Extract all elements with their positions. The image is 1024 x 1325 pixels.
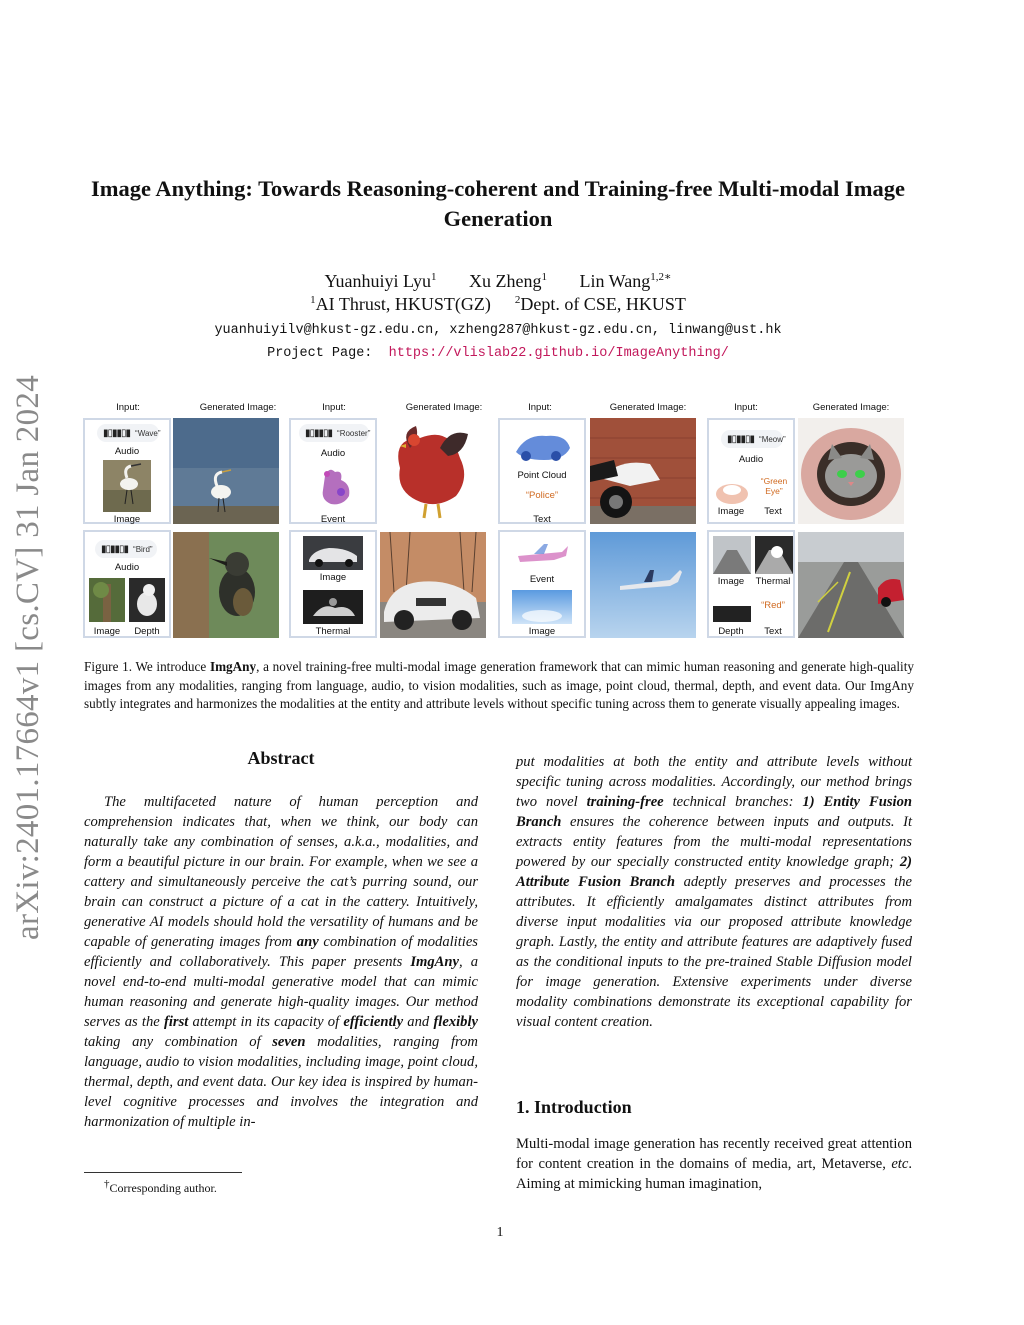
arxiv-stamp: arXiv:2401.17664v1 [cs.CV] 31 Jan 2024 <box>10 374 46 940</box>
figure-header-input: Input: <box>116 402 140 413</box>
cat-bed-photo <box>713 476 751 506</box>
figure-header-generated: Generated Image: <box>609 402 687 413</box>
bird-depth-map <box>129 578 165 622</box>
rooster-event-frame <box>315 462 355 510</box>
figure-header-generated: Generated Image: <box>405 402 483 413</box>
introduction-body: Multi-modal image generation has recently received great attention for content creation in the domains of media, art, Metaverse, etc. Aiming at mimicking human imagination, <box>516 1136 912 1192</box>
figure-header-input: Input: <box>528 402 552 413</box>
generated-bird-on-tree-image <box>173 532 279 638</box>
email-list: yuanhuiyilv@hkust-gz.edu.cn, xzheng287@hkust-gz.edu.cn, linwang@ust.hk <box>214 323 782 338</box>
input-panel-bird: ▮▯▮▮▯▮ “Bird” Audio Image Depth <box>83 530 171 638</box>
thermal-frame <box>303 590 363 624</box>
plane-event-frame <box>512 538 572 570</box>
author-name: Yuanhuiyi Lyu <box>324 271 432 291</box>
generated-red-car-road-image <box>798 532 904 638</box>
abstract-body: The multifaceted nature of human perception and comprehension indicates that, when we think, our body can naturally take any combination of senses, a.k.a., modalities, and form a beautiful picture in our brain. For example, when we see a cattery and simultaneously perceive the cat’s purring sound, our brain can construct a picture of a cat in the cattery. Intuitively, generative AI models should hold the versatility of humans and be capable of generating images from any combination of modalities efficiently and collaboratively. This paper presents ImgAny, a novel end-to-end multi-modal generative model that can mimic human reasoning and generate high-quality images. Our method serves as the first attempt in its capacity of efficiently and flexibly taking any combination of seven modalities, ranging from language, audio to vision modalities, including image, point cloud, thermal, depth, and event data. Our key idea is inspired by human-level cognitive processes and involves the integration and harmonization of multiple in- <box>84 794 479 1130</box>
input-panel-rooster: ▮▯▮▮▯▮ “Rooster” Audio Event <box>289 418 377 524</box>
text-prompt-police: “Police” <box>525 490 559 501</box>
tree-photo <box>89 578 125 622</box>
point-cloud-view <box>510 426 574 466</box>
author-name: Lin Wang <box>579 271 651 291</box>
audio-clip: ▮▯▮▮▯▮ “Wave” <box>97 424 159 442</box>
sky-photo <box>512 590 572 624</box>
generated-cat-in-bed-image <box>798 418 904 524</box>
figure-1 <box>80 398 910 642</box>
heron-photo <box>103 460 151 512</box>
abstract-continuation: put modalities at both the entity and attribute levels without specific tuning across modalities. Accordingly, our method brings two novel training-free technical branches: 1) Entity Fusion Branch ensures the coherence between inputs and outputs. It extracts entity features from the multi-modal representations powered by our specially constructed entity knowledge graph; 2) Attribute Fusion Branch adeptly preserves and processes the attributes. It efficiently amalgamates distinct attributes from diverse input modalities via our proposed attribute knowledge graph. Lastly, the entity and attribute features are adaptively fused as the conditional inputs to the pre-trained Stable Diffusion model for image generation. Extensive experiments under diverse modality combinations demonstrate its exceptional capability for visual content creation. <box>516 754 912 1030</box>
figure-caption: Figure 1. We introduce ImgAny, a novel training-free multi-modal image generation framework that can mimic human reasoning and generate high-quality images from any modalities, ranging from language, audio, to vision modalities, such as image, point cloud, thermal, depth, and event data. Our ImgAny subtly integrates and harmonizes the modalities at the entity and attribute levels without specific tuning across them to generate visually appealing images. <box>84 659 914 712</box>
generated-airplane-image <box>590 532 696 638</box>
audio-clip: ▮▯▮▮▯▮ “Meow” <box>721 430 783 448</box>
project-page-label: Project Page: <box>267 346 373 361</box>
waveform-icon: ▮▯▮▮▯▮ <box>101 543 129 555</box>
author-list: Yuanhuiyi Lyu$^1$ Xu Zheng$^1$ Lin Wang$^{1,2∗}$ <box>324 271 672 291</box>
footnote: †Corresponding author. <box>104 1178 217 1195</box>
waveform-icon: ▮▯▮▮▯▮ <box>727 433 755 445</box>
paper-title: Image Anything: Towards Reasoning-coherent and Training-free Multi-modal Image Generation <box>91 176 905 231</box>
text-prompt-red: “Red” <box>761 600 785 611</box>
generated-police-motorcycle-image <box>590 418 696 524</box>
affiliation: AI Thrust, HKUST(GZ) <box>315 294 491 314</box>
text-prompt-green-eye: “Green Eye” <box>760 476 788 496</box>
introduction-heading: 1. Introduction <box>516 1097 632 1117</box>
audio-clip: ▮▯▮▮▯▮ “Rooster” <box>299 424 369 442</box>
project-page-line <box>60 346 936 361</box>
road-photo <box>713 536 751 574</box>
input-panel-road: Image Thermal “Red” Depth Text <box>707 530 795 638</box>
figure-header-input: Input: <box>322 402 346 413</box>
input-panel-car: Image Thermal <box>289 530 377 638</box>
audio-clip: ▮▯▮▮▯▮ “Bird” <box>95 540 157 558</box>
input-panel-wave: ▮▯▮▮▯▮ “Wave” Audio Image <box>83 418 171 524</box>
affiliations: $^1$AI Thrust, HKUST(GZ) $^2$Dept. of CSE, HKUST <box>310 294 686 314</box>
car-photo <box>303 536 363 570</box>
author-name: Xu Zheng <box>469 271 542 291</box>
page-number: 1 <box>496 1225 504 1240</box>
affiliation: Dept. of CSE, HKUST <box>520 294 686 314</box>
generated-white-car-image <box>380 532 486 638</box>
input-panel-plane: Event Image <box>498 530 586 638</box>
figure-header-input: Input: <box>734 402 758 413</box>
figure-header-generated: Generated Image: <box>812 402 890 413</box>
input-panel-meow: ▮▯▮▮▯▮ “Meow” Audio “Green Eye” Image Text <box>707 418 795 524</box>
footnote-divider <box>84 1172 242 1173</box>
generated-rooster-image <box>380 418 486 524</box>
input-panel-police: Point Cloud “Police” Text <box>498 418 586 524</box>
abstract-heading: Abstract <box>247 748 315 768</box>
generated-egret-image <box>173 418 279 524</box>
thermal-road-frame <box>755 536 793 574</box>
project-page-link[interactable]: https://vlislab22.github.io/ImageAnything/ <box>388 346 729 361</box>
figure-header-generated: Generated Image: <box>199 402 277 413</box>
waveform-icon: ▮▯▮▮▯▮ <box>103 427 131 439</box>
waveform-icon: ▮▯▮▮▯▮ <box>305 427 333 439</box>
road-depth-map <box>713 594 751 622</box>
